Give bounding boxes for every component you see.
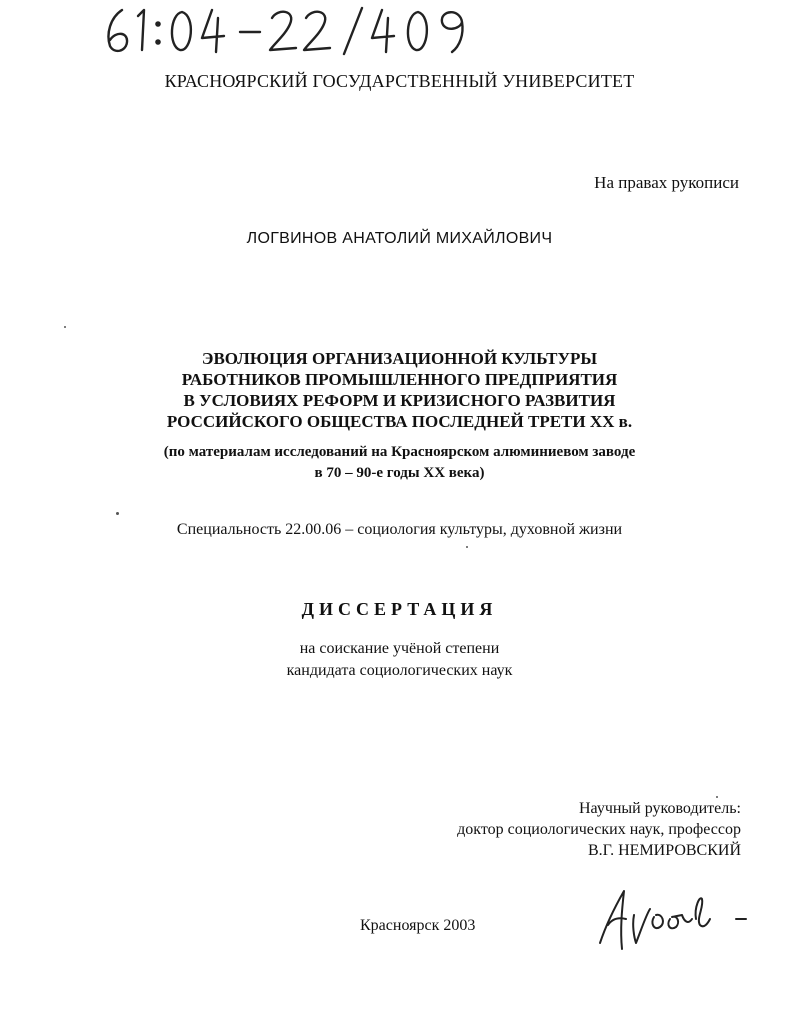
- title-line: РАБОТНИКОВ ПРОМЫШЛЕННОГО ПРЕДПРИЯТИЯ: [181, 370, 618, 389]
- degree-line: на соискание учёной степени: [299, 640, 500, 657]
- manuscript-rights-note: На правах рукописи: [594, 173, 739, 192]
- degree-line: кандидата социологических наук: [286, 662, 513, 679]
- handwritten-signature: [596, 885, 766, 965]
- supervisor-credentials: доктор социологических наук, профессор: [457, 821, 741, 838]
- subtitle-line: в 70 – 90-е годы XX века): [314, 465, 485, 481]
- archive-number-drawing: [100, 4, 480, 56]
- subtitle-line: (по материалам исследований на Красноярском алюминиевом заводе: [163, 444, 636, 460]
- scan-speck: [64, 326, 66, 328]
- dissertation-title: [0, 348, 799, 432]
- supervisor-label: Научный руководитель:: [578, 800, 741, 817]
- author-name: ЛОГВИНОВ АНАТОЛИЙ МИХАЙЛОВИЧ: [246, 230, 553, 247]
- title-line: РОССИЙСКОГО ОБЩЕСТВА ПОСЛЕДНЕЙ ТРЕТИ XX в.: [166, 412, 633, 431]
- document-type-heading: ДИССЕРТАЦИЯ: [301, 599, 498, 619]
- title-line: ЭВОЛЮЦИЯ ОРГАНИЗАЦИОННОЙ КУЛЬТУРЫ: [201, 349, 598, 368]
- dissertation-subtitle: [0, 442, 799, 484]
- city-year: Красноярск 2003: [360, 917, 476, 934]
- supervisor-block: [457, 798, 741, 861]
- university-name: КРАСНОЯРСКИЙ ГОСУДАРСТВЕННЫЙ УНИВЕРСИТЕТ: [164, 71, 635, 91]
- signature-drawing: [596, 885, 766, 965]
- degree-description: [0, 638, 799, 682]
- scan-speck: [466, 546, 468, 548]
- supervisor-name: В.Г. НЕМИРОВСКИЙ: [588, 842, 741, 859]
- specialty-line: Специальность 22.00.06 – социология культуры, духовной жизни: [176, 521, 623, 538]
- title-line: В УСЛОВИЯХ РЕФОРМ И КРИЗИСНОГО РАЗВИТИЯ: [183, 391, 616, 410]
- archive-number-handwritten: [100, 4, 480, 56]
- scan-speck: [116, 512, 119, 515]
- scan-speck: [716, 796, 718, 798]
